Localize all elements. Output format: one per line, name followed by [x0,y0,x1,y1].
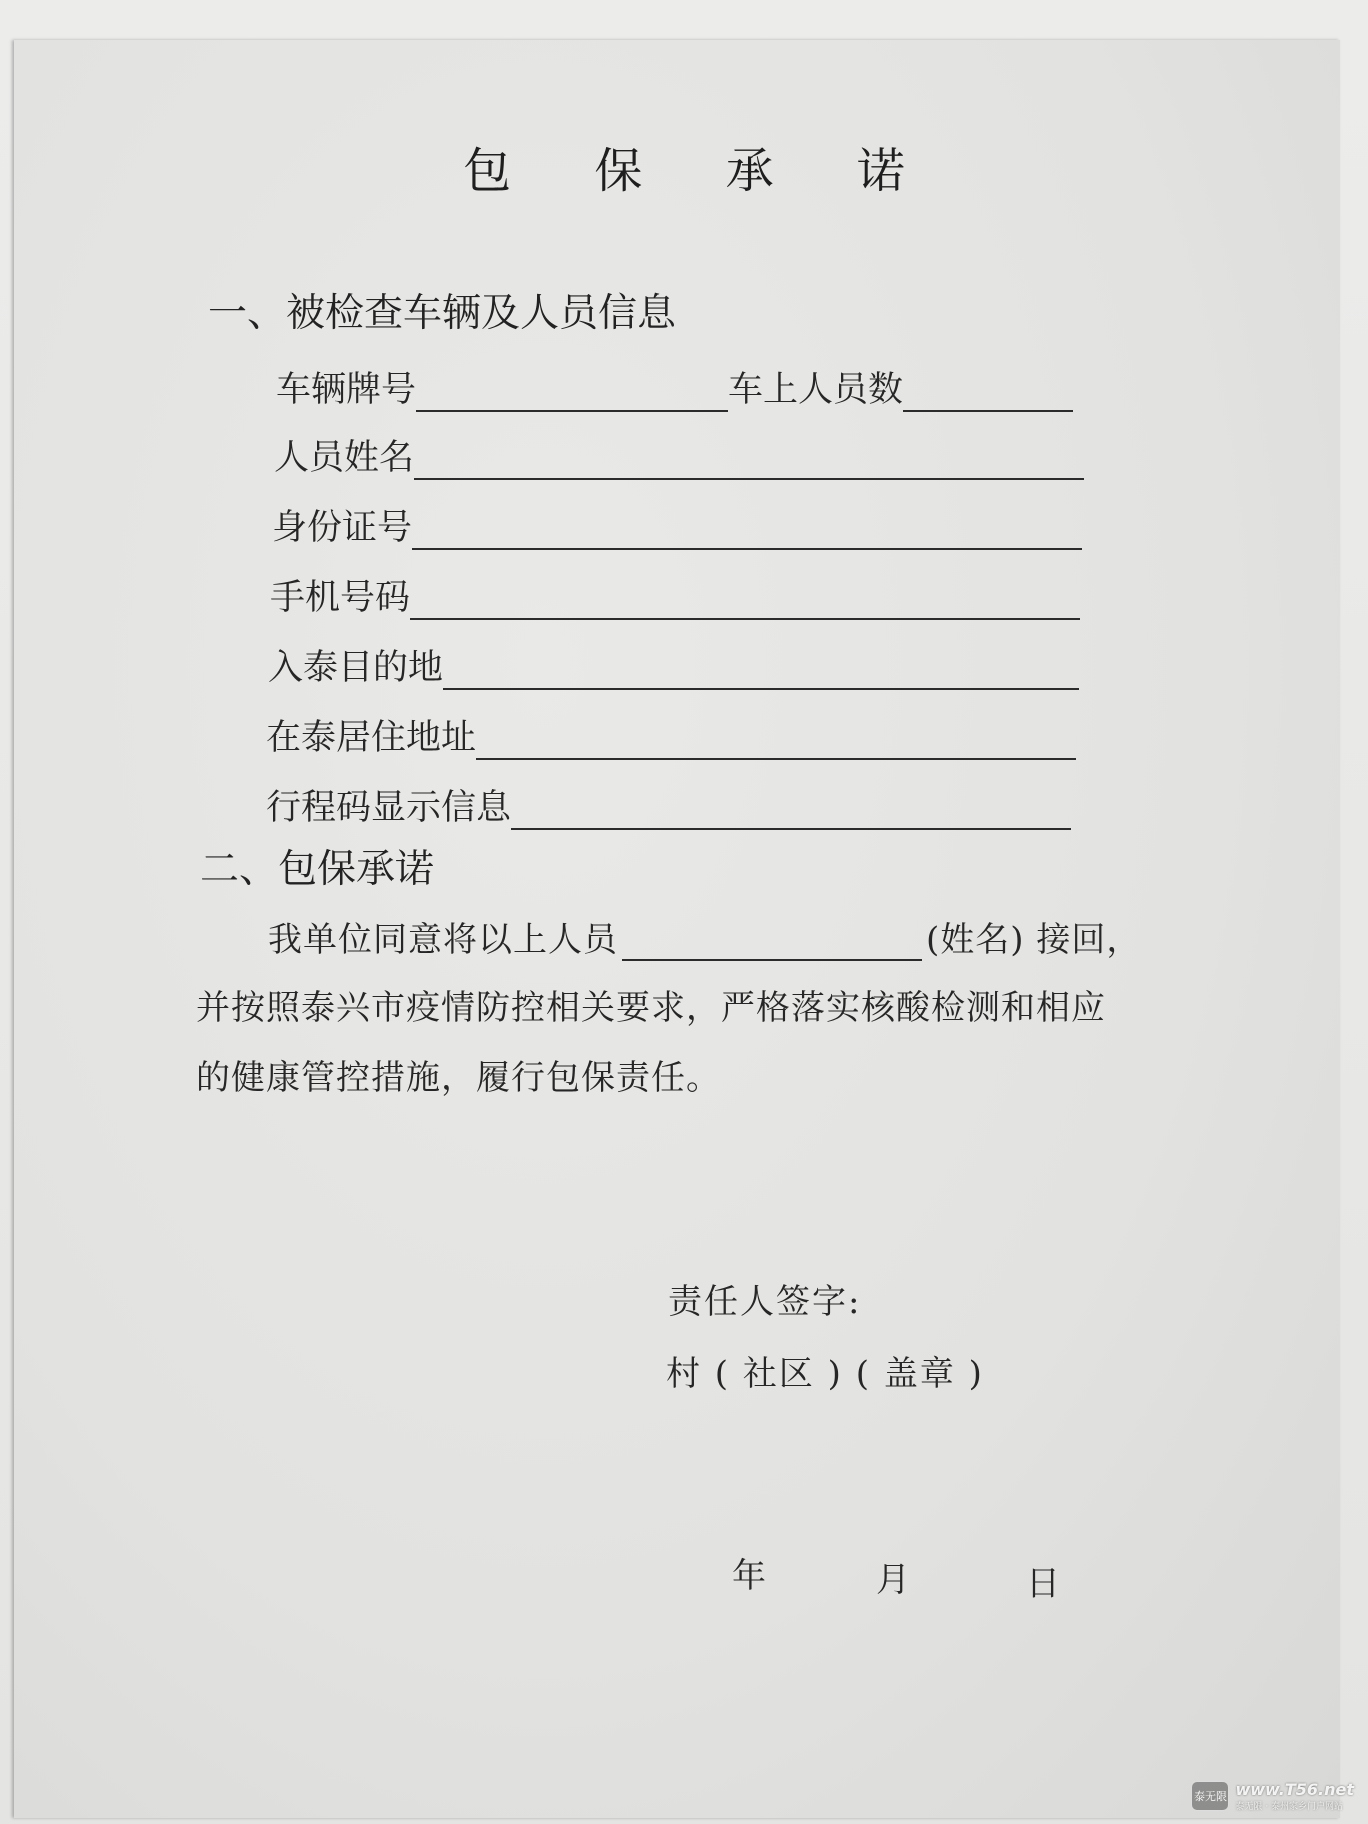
pledge-line-3: 的健康管控措施，履行包保责任。 [196,1058,721,1098]
destination-label: 入泰目的地 [268,648,444,688]
passenger-count-blank[interactable] [903,380,1073,412]
date-month: 月 [876,1560,910,1600]
trip-code-label: 行程码显示信息 [266,788,512,828]
plate-label: 车辆牌号 [276,370,417,410]
pledge-line-2: 并按照泰兴市疫情防控相关要求，严格落实核酸检测和相应 [196,988,1106,1028]
signer-label: 责任人签字: [668,1282,862,1322]
trip-code-field [266,780,1071,830]
address-label: 在泰居住地址 [266,718,477,758]
phone-field [270,570,1080,620]
address-blank[interactable] [476,728,1076,760]
section1-heading: 一、被检查车辆及人员信息 [208,291,677,336]
pledge-line-1-before: 我单位同意将以上人员 [268,920,618,960]
destination-blank[interactable] [443,658,1079,690]
section2-heading: 二、包保承诺 [200,847,435,892]
id-label: 身份证号 [272,508,413,548]
name-label: 人员姓名 [274,438,415,478]
name-blank[interactable] [414,448,1084,480]
plate-field [276,362,1073,412]
village-seal-label: 村 ( 社区 ) ( 盖章 ) [666,1354,984,1394]
trip-code-blank[interactable] [511,798,1071,830]
date-year: 年 [732,1556,766,1596]
document-title: 包 保 承 诺 [463,143,939,199]
passenger-count-label: 车上人员数 [728,370,904,410]
phone-label: 手机号码 [270,578,411,618]
pledge-name-blank[interactable] [622,929,922,961]
watermark-tagline: 泰无限 · 泰州家乡门户网站 [1235,1802,1344,1812]
pledge-line-1 [268,912,1141,961]
site-watermark [1191,1780,1354,1812]
watermark-logo-icon: 泰无限 [1191,1781,1229,1811]
id-blank[interactable] [412,518,1082,550]
date-day: 日 [1026,1564,1060,1604]
id-field [272,500,1082,550]
destination-field [268,640,1079,690]
phone-blank[interactable] [410,588,1080,620]
pledge-line-1-after: (姓名) 接回， [926,920,1142,960]
plate-blank[interactable] [416,380,728,412]
name-field [274,430,1084,480]
address-field [266,710,1076,760]
watermark-site: www.T56.net [1235,1780,1354,1799]
